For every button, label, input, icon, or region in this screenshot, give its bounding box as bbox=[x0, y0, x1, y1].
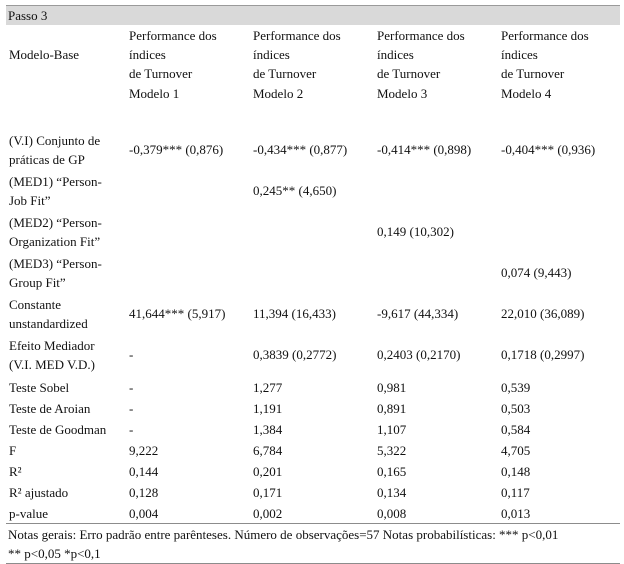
notes-line: Notas gerais: Erro padrão entre parênteses. Número de observações=57 Notas probabilísticas: *** p<0,01 bbox=[8, 527, 559, 542]
cell bbox=[126, 171, 250, 212]
cell: 0,2403 (0,2170) bbox=[377, 347, 461, 362]
header-text: Performance dos bbox=[129, 28, 217, 43]
cell: 0,584 bbox=[501, 422, 531, 437]
cell: 0,002 bbox=[253, 506, 283, 521]
cell bbox=[126, 212, 250, 253]
cell: 0,149 (10,302) bbox=[377, 224, 454, 239]
row-label: F bbox=[9, 443, 17, 458]
cell: 0,074 (9,443) bbox=[501, 265, 572, 280]
cell: 1,191 bbox=[253, 401, 283, 416]
header-model-label: Modelo 1 bbox=[129, 85, 180, 101]
step-title: Passo 3 bbox=[6, 5, 620, 25]
cell: 0,134 bbox=[377, 485, 407, 500]
header-model-3 bbox=[374, 25, 498, 130]
table-header-row bbox=[6, 25, 620, 130]
cell: -0,434*** (0,877) bbox=[253, 142, 348, 157]
cell: 0,008 bbox=[377, 506, 407, 521]
cell: 41,644*** (5,917) bbox=[129, 306, 226, 321]
row-label bbox=[6, 130, 126, 171]
cell: -0,379*** (0,876) bbox=[129, 142, 224, 157]
cell: 4,705 bbox=[501, 443, 531, 458]
table-row-efeito-mediador bbox=[6, 335, 620, 376]
cell: 0,165 bbox=[377, 464, 407, 479]
header-text: de Turnover bbox=[253, 66, 317, 82]
cell: 11,394 (16,433) bbox=[253, 306, 336, 321]
cell: 0,539 bbox=[501, 380, 531, 395]
cell bbox=[374, 253, 498, 294]
header-text: índices bbox=[377, 47, 414, 63]
cell: 0,3839 (0,2772) bbox=[253, 347, 337, 362]
cell: 0,117 bbox=[501, 485, 530, 500]
table-row-goodman bbox=[6, 418, 620, 439]
cell bbox=[498, 171, 620, 212]
table-notes bbox=[6, 524, 620, 563]
cell: 0,128 bbox=[129, 485, 159, 500]
cell: 1,107 bbox=[377, 422, 407, 437]
header-model-2 bbox=[250, 25, 374, 130]
cell: - bbox=[129, 347, 134, 362]
cell: 5,322 bbox=[377, 443, 407, 458]
row-label: R² bbox=[9, 464, 22, 479]
row-label-line: Organization Fit” bbox=[9, 234, 101, 249]
cell: 1,384 bbox=[253, 422, 283, 437]
row-label-line: (V.I. MED V.D.) bbox=[9, 357, 95, 372]
table-row-aroian bbox=[6, 397, 620, 418]
table-row-r2-ajustado bbox=[6, 481, 620, 502]
cell: - bbox=[129, 422, 134, 437]
row-label bbox=[6, 171, 126, 212]
header-text: Performance dos bbox=[501, 28, 589, 43]
cell: 0,201 bbox=[253, 464, 283, 479]
row-label: Teste Sobel bbox=[9, 380, 70, 395]
cell: 0,891 bbox=[377, 401, 407, 416]
cell: 0,981 bbox=[377, 380, 407, 395]
cell bbox=[250, 253, 374, 294]
cell: 0,004 bbox=[129, 506, 159, 521]
table-row-p-value bbox=[6, 502, 620, 523]
row-label-line: Efeito Mediador bbox=[9, 338, 95, 353]
cell: 22,010 (36,089) bbox=[501, 306, 585, 321]
cell: 0,1718 (0,2997) bbox=[501, 347, 585, 362]
header-text: índices bbox=[253, 47, 290, 63]
row-label: R² ajustado bbox=[9, 485, 69, 500]
row-label bbox=[6, 335, 126, 376]
cell: - bbox=[129, 380, 134, 395]
cell: 0,144 bbox=[129, 464, 159, 479]
header-text: de Turnover bbox=[501, 66, 565, 82]
cell: 0,171 bbox=[253, 485, 283, 500]
cell: 0,503 bbox=[501, 401, 531, 416]
header-first-col: Modelo-Base bbox=[9, 47, 80, 62]
row-label bbox=[6, 212, 126, 253]
cell: -9,617 (44,334) bbox=[377, 306, 459, 321]
row-label-line: (MED3) “Person- bbox=[9, 256, 102, 271]
cell bbox=[498, 212, 620, 253]
row-label-line: práticas de GP bbox=[9, 152, 85, 167]
table-row-vi bbox=[6, 130, 620, 171]
header-model-label: Modelo 4 bbox=[501, 85, 552, 101]
cell: - bbox=[129, 401, 134, 416]
header-model-4 bbox=[498, 25, 620, 130]
notes-line: ** p<0,05 *p<0,1 bbox=[8, 546, 101, 561]
header-text: de Turnover bbox=[377, 66, 441, 82]
cell: 0,245** (4,650) bbox=[253, 183, 337, 198]
header-text: Performance dos bbox=[253, 28, 341, 43]
row-label-line: Job Fit” bbox=[9, 193, 51, 208]
header-model-1 bbox=[126, 25, 250, 130]
row-label-line: (V.I) Conjunto de bbox=[9, 133, 101, 148]
row-label-line: unstandardized bbox=[9, 316, 88, 331]
row-label-line: (MED1) “Person- bbox=[9, 174, 102, 189]
table-row-constante bbox=[6, 294, 620, 335]
header-model-label: Modelo 3 bbox=[377, 85, 428, 101]
table-row-r2 bbox=[6, 460, 620, 481]
header-text: índices bbox=[129, 47, 166, 63]
cell: 1,277 bbox=[253, 380, 283, 395]
table-row-f bbox=[6, 439, 620, 460]
header-model-label: Modelo 2 bbox=[253, 85, 304, 101]
table-row-med1 bbox=[6, 171, 620, 212]
row-label-line: (MED2) “Person- bbox=[9, 215, 102, 230]
row-label: Teste de Goodman bbox=[9, 422, 107, 437]
header-text: Performance dos bbox=[377, 28, 465, 43]
row-label-line: Group Fit” bbox=[9, 275, 66, 290]
cell bbox=[250, 212, 374, 253]
cell bbox=[374, 171, 498, 212]
row-label-line: Constante bbox=[9, 297, 61, 312]
cell bbox=[126, 253, 250, 294]
cell: -0,414*** (0,898) bbox=[377, 142, 472, 157]
cell: 6,784 bbox=[253, 443, 283, 458]
row-label: p-value bbox=[9, 506, 48, 521]
cell: 9,222 bbox=[129, 443, 159, 458]
table-row-med3 bbox=[6, 253, 620, 294]
results-table-page bbox=[6, 5, 620, 564]
row-label: Teste de Aroian bbox=[9, 401, 91, 416]
cell: -0,404*** (0,936) bbox=[501, 142, 596, 157]
row-label bbox=[6, 294, 126, 335]
regression-table bbox=[6, 25, 620, 523]
row-label bbox=[6, 253, 126, 294]
table-row-sobel bbox=[6, 376, 620, 397]
header-text: de Turnover bbox=[129, 66, 193, 82]
table-row-med2 bbox=[6, 212, 620, 253]
cell: 0,013 bbox=[501, 506, 531, 521]
cell: 0,148 bbox=[501, 464, 531, 479]
header-text: índices bbox=[501, 47, 538, 63]
